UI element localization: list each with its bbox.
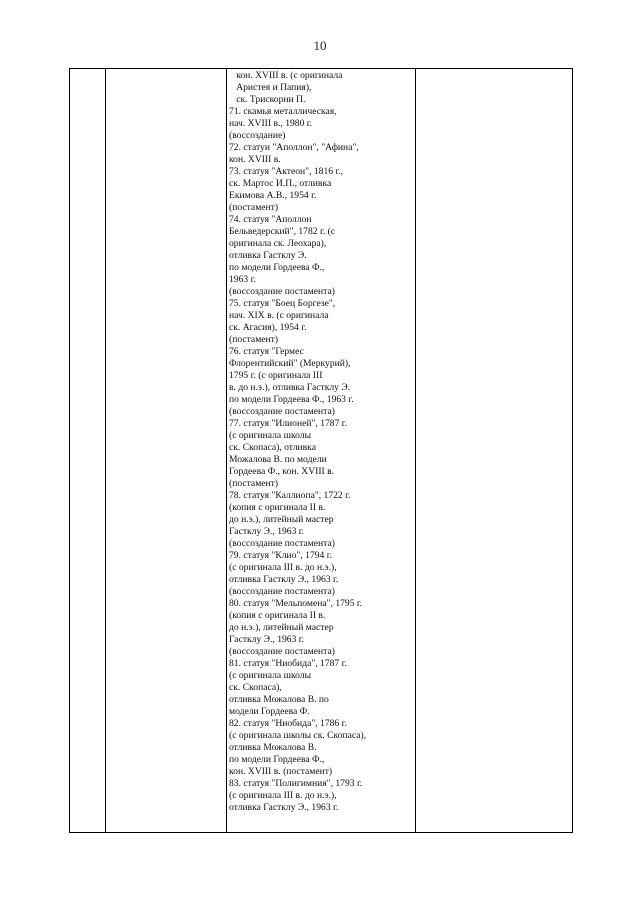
description-line: 71. скамья металлическая, bbox=[229, 106, 337, 117]
description-line: по модели Гордеева Ф., bbox=[229, 754, 325, 765]
description-line: нач. XIX в. (с оригинала bbox=[229, 310, 329, 321]
description-line: (с оригинала школы bbox=[229, 670, 312, 681]
description-line: Екимова А.В., 1954 г. bbox=[229, 190, 317, 201]
description-line: ск. Мартос И.П., отливка bbox=[229, 178, 332, 189]
description-line: Бельведерский", 1782 г. (с bbox=[229, 226, 336, 237]
description-line: 75. статуя "Боец Боргезе", bbox=[229, 298, 336, 309]
cell-column-2 bbox=[106, 69, 227, 833]
description-line: 80. статуя "Мельпомена", 1795 г. bbox=[229, 598, 363, 609]
description-line: (с оригинала школы ск. Скопаса), bbox=[229, 730, 367, 741]
description-line: кон. XVIII в. (с оригинала bbox=[229, 70, 343, 81]
description-line: кон. XVIII в. (постамент) bbox=[229, 766, 333, 777]
description-line: 1795 г. (с оригинала III bbox=[229, 370, 323, 381]
description-line: оригинала ск. Леохара), bbox=[229, 238, 327, 249]
description-line: Можалова В. по модели bbox=[229, 454, 327, 465]
description-line: 74. статуя "Аполлон bbox=[229, 214, 312, 225]
description-line: ск. Агасия), 1954 г. bbox=[229, 322, 307, 333]
description-line: (копия с оригинала II в. bbox=[229, 502, 326, 513]
description-line: ск. Скопаса), bbox=[229, 682, 282, 693]
cell-column-1 bbox=[70, 69, 106, 833]
description-line: кон. XVIII в. bbox=[229, 154, 281, 165]
description-line: Гастклу Э., 1963 г. bbox=[229, 526, 305, 537]
description-line: по модели Гордеева Ф., bbox=[229, 262, 325, 273]
description-line: (с оригинала III в. до н.э.), bbox=[229, 562, 337, 573]
description-line: (воссоздание постамента) bbox=[229, 538, 335, 549]
description-line: 73. статуя "Актеон", 1816 г., bbox=[229, 166, 344, 177]
description-line: 76. статуя "Гермес bbox=[229, 346, 304, 357]
description-line: отливка Гастклу Э. bbox=[229, 250, 307, 261]
description-line: Аристея и Папия), bbox=[229, 82, 312, 93]
description-line: отливка Гастклу Э., 1963 г. bbox=[229, 574, 339, 585]
description-line: до н.э.), литейный мастер bbox=[229, 622, 334, 633]
description-line: 1963 г. bbox=[229, 274, 256, 285]
description-line: ск. Трискорни П. bbox=[229, 94, 306, 105]
description-line: (воссоздание) bbox=[229, 130, 286, 141]
description-line: (воссоздание постамента) bbox=[229, 646, 335, 657]
description-line: (воссоздание постамента) bbox=[229, 406, 335, 417]
description-line: ск. Скопаса), отливка bbox=[229, 442, 316, 453]
description-line: отливка Можалова В. по bbox=[229, 694, 329, 705]
description-line: (воссоздание постамента) bbox=[229, 286, 335, 297]
page-number: 10 bbox=[313, 38, 327, 53]
description-line: Флорентийский" (Меркурий), bbox=[229, 358, 351, 369]
description-line: (постамент) bbox=[229, 202, 279, 213]
description-line: 78. статуя "Каллиопа", 1722 г. bbox=[229, 490, 351, 501]
description-line: 82. статуя "Ниобида", 1786 г. bbox=[229, 718, 347, 729]
description-line: (постамент) bbox=[229, 334, 279, 345]
table-row bbox=[70, 69, 573, 833]
cell-description bbox=[227, 69, 416, 833]
description-line: 81. статуя "Ниобида", 1787 г. bbox=[229, 658, 347, 669]
heritage-register-table bbox=[69, 68, 573, 833]
description-line: модели Гордеева Ф. bbox=[229, 706, 310, 717]
description-line: (постамент) bbox=[229, 478, 279, 489]
description-line: 79. статуя "Клио", 1794 г. bbox=[229, 550, 332, 561]
description-line: (с оригинала III в. до н.э.), bbox=[229, 790, 337, 801]
description-line: (воссоздание постамента) bbox=[229, 586, 335, 597]
description-line: 83. статуя "Полигимния", 1793 г. bbox=[229, 778, 363, 789]
description-line: по модели Гордеева Ф., 1963 г. bbox=[229, 394, 354, 405]
description-line: 72. статуи "Аполлон", "Афина", bbox=[229, 142, 359, 153]
description-line: отливка Можалова В. bbox=[229, 742, 317, 753]
description-line: Гордеева Ф., кон. XVIII в. bbox=[229, 466, 335, 477]
cell-column-4 bbox=[416, 69, 573, 833]
description-line: Гастклу Э., 1963 г. bbox=[229, 634, 305, 645]
description-line: отливка Гастклу Э., 1963 г. bbox=[229, 802, 339, 813]
description-line: (копия с оригинала II в. bbox=[229, 610, 326, 621]
description-line: нач. XVIII в., 1980 г. bbox=[229, 118, 313, 129]
description-line: (с оригинала школы bbox=[229, 430, 312, 441]
description-line: в. до н.э.), отливка Гастклу Э. bbox=[229, 382, 351, 393]
description-line: 77. статуя "Илионей", 1787 г. bbox=[229, 418, 348, 429]
description-lines bbox=[227, 69, 415, 814]
description-line: до н.э.), литейный мастер bbox=[229, 514, 334, 525]
